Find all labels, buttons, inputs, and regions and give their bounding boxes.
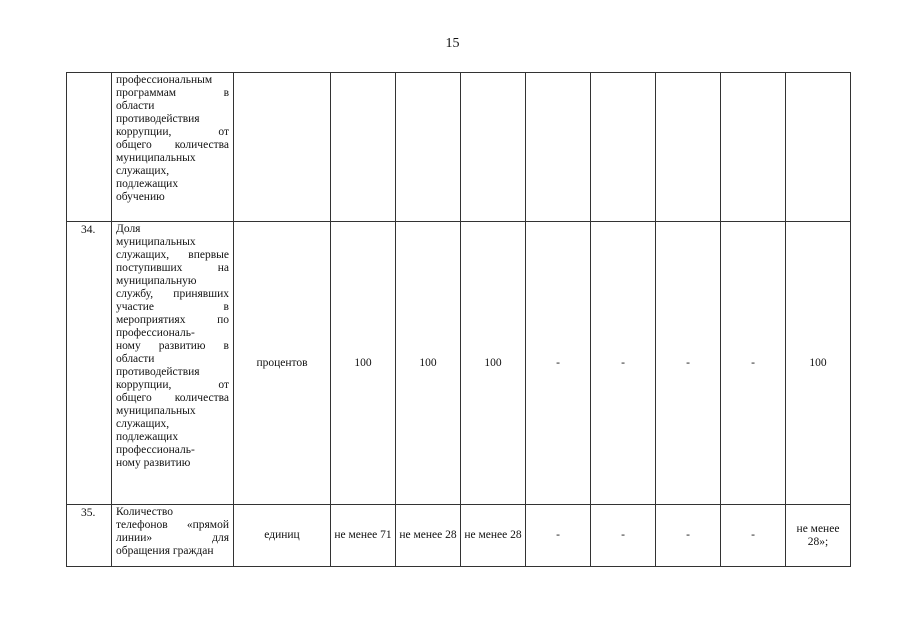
indicator-name-line: поступивших на — [116, 262, 229, 274]
value-cell: - — [656, 222, 721, 505]
row-number: 34. — [67, 222, 112, 505]
value-cell: - — [721, 222, 786, 505]
indicator-name-line: муниципальную — [116, 275, 197, 287]
value-cell: 100 — [786, 222, 851, 505]
table-row — [67, 505, 851, 567]
value-cell: 100 — [461, 222, 526, 505]
indicator-name-line: профессиональным — [116, 74, 213, 86]
indicator-name — [112, 222, 234, 505]
row-number: 35. — [67, 505, 112, 567]
indicator-name-line: программам в — [116, 87, 229, 99]
value-cell: не менее 28»; — [786, 505, 851, 567]
indicator-name-line: обучению — [116, 191, 165, 203]
indicator-name-line: ному развитию — [116, 457, 191, 469]
indicator-name-line: коррупции, от — [116, 379, 229, 391]
value-cell: 100 — [331, 222, 396, 505]
indicator-name — [112, 73, 234, 222]
indicator-name-line: Доля — [116, 223, 141, 235]
indicator-name-line: профессиональ- — [116, 444, 195, 456]
value-cell: - — [721, 505, 786, 567]
value-cell — [591, 73, 656, 222]
indicator-name-line: общего количества — [116, 392, 229, 404]
indicator-name-line: линии» для — [116, 532, 229, 544]
indicator-name-line: службу, принявших — [116, 288, 229, 300]
indicator-name-line: муниципальных — [116, 405, 196, 417]
value-cell: - — [526, 505, 591, 567]
value-cell: не менее 28 — [461, 505, 526, 567]
indicator-name-line: области — [116, 100, 155, 112]
value-cell — [721, 73, 786, 222]
indicator-name-line: ному развитию в — [116, 340, 229, 352]
unit-cell — [234, 73, 331, 222]
unit-cell: единиц — [234, 505, 331, 567]
indicator-name-line: профессиональ- — [116, 327, 195, 339]
indicator-name-line: служащих, — [116, 418, 170, 430]
indicator-name-line: муниципальных — [116, 236, 196, 248]
value-cell: не менее 28 — [396, 505, 461, 567]
indicator-name-line: участие в — [116, 301, 229, 313]
indicator-name-line: противодействия — [116, 366, 200, 378]
indicator-name-line: общего количества — [116, 139, 229, 151]
value-cell: - — [591, 222, 656, 505]
value-cell — [461, 73, 526, 222]
indicator-name-line: коррупции, от — [116, 126, 229, 138]
indicator-name-line: подлежащих — [116, 178, 179, 190]
value-cell: не менее 71 — [331, 505, 396, 567]
value-cell — [331, 73, 396, 222]
indicator-name-line: муниципальных — [116, 152, 196, 164]
indicators-table — [66, 72, 851, 567]
indicator-name-line: области — [116, 353, 155, 365]
indicator-name-line: служащих, впервые — [116, 249, 229, 261]
value-cell — [656, 73, 721, 222]
value-cell: - — [656, 505, 721, 567]
table-row — [67, 73, 851, 222]
row-number — [67, 73, 112, 222]
indicator-name-line: телефонов «прямой — [116, 519, 229, 531]
table-row — [67, 222, 851, 505]
value-cell — [786, 73, 851, 222]
unit-cell: процентов — [234, 222, 331, 505]
value-cell — [526, 73, 591, 222]
indicator-name-line: служащих, — [116, 165, 170, 177]
value-cell — [396, 73, 461, 222]
indicator-name-line: подлежащих — [116, 431, 179, 443]
indicator-name — [112, 505, 234, 567]
indicator-name-line: мероприятиях по — [116, 314, 229, 326]
page-number: 15 — [445, 36, 460, 51]
value-cell: - — [526, 222, 591, 505]
indicator-name-line: обращения граждан — [116, 545, 214, 557]
value-cell: - — [591, 505, 656, 567]
indicator-name-line: Количество — [116, 506, 173, 518]
indicator-name-line: противодействия — [116, 113, 200, 125]
value-cell: 100 — [396, 222, 461, 505]
